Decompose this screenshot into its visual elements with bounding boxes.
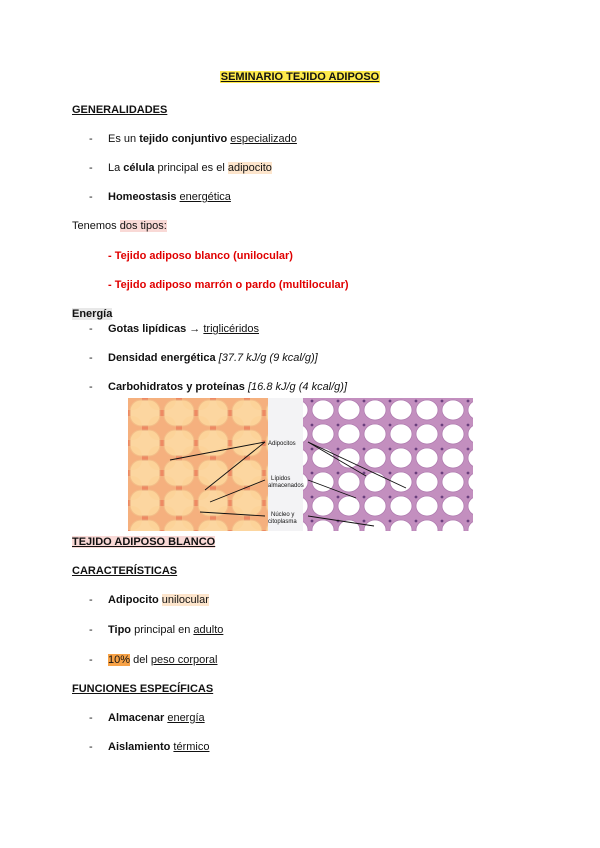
list-item: - 10% del peso corporal	[89, 654, 218, 666]
page-title: SEMINARIO TEJIDO ADIPOSO	[220, 71, 380, 83]
list-item: - La célula principal es el adipocito	[89, 162, 272, 174]
micrograph-panel	[303, 398, 473, 531]
list-item: - Tipo principal en adulto	[89, 624, 224, 636]
heading-generalidades: GENERALIDADES	[72, 104, 168, 116]
list-item: - Aislamiento térmico	[89, 741, 210, 753]
heading-funciones: FUNCIONES ESPECÍFICAS	[72, 683, 214, 695]
list-item: - Carbohidratos y proteínas [16.8 kJ/g (4 kcal/g)]	[89, 381, 348, 393]
label-adipocitos: Adipocitos	[268, 441, 296, 447]
list-item: - Almacenar energía	[89, 712, 205, 724]
heading-caracteristicas: CARACTERÍSTICAS	[72, 565, 178, 577]
list-item: - Es un tejido conjuntivo especializado	[89, 133, 297, 145]
tipo-blanco: - Tejido adiposo blanco (unilocular)	[108, 250, 293, 262]
adipose-tissue-figure	[128, 398, 473, 531]
tipo-pardo: - Tejido adiposo marrón o pardo (multilocular)	[108, 279, 349, 291]
list-item: - Homeostasis energética	[89, 191, 231, 203]
heading-blanco: TEJIDO ADIPOSO BLANCO	[72, 536, 216, 548]
label-lipidos: Lípidos	[271, 476, 291, 482]
list-item: - Densidad energética [37.7 kJ/g (9 kcal/g)]	[89, 352, 318, 364]
label-citoplasma: citoplasma	[268, 519, 297, 525]
heading-energia: Energía	[72, 308, 113, 320]
label-nucleo: Núcleo y	[271, 512, 295, 518]
tipos-intro: Tenemos dos tipos:	[72, 220, 167, 232]
list-item: - Gotas lipídicas → triglicéridos	[89, 323, 260, 335]
list-item: - Adipocito unilocular	[89, 594, 209, 606]
label-almacenados: almacenados	[268, 483, 304, 489]
